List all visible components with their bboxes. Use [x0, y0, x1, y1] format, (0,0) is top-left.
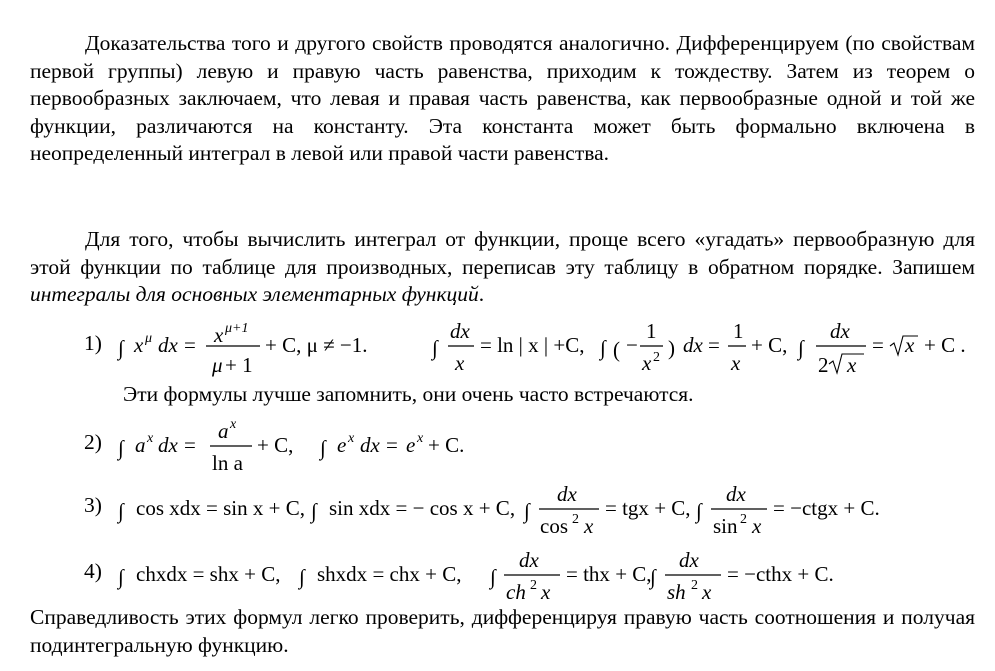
svg-text:x: x — [541, 580, 551, 604]
svg-text:+ C, μ ≠ −1.: + C, μ ≠ −1. — [265, 333, 368, 357]
sec2-formula — [522, 482, 691, 538]
formula-number-2: 2) — [84, 430, 102, 454]
svg-text:x: x — [455, 351, 465, 375]
ch-formula — [116, 562, 280, 590]
svg-text:2: 2 — [818, 353, 829, 377]
svg-text:sh: sh — [667, 580, 686, 604]
svg-text:cos xdx = sin x + C,: cos xdx = sin x + C, — [136, 496, 305, 520]
svg-text:dx: dx — [557, 482, 577, 506]
svg-text:x: x — [584, 514, 594, 538]
cos-formula — [116, 496, 305, 524]
csc2-formula — [694, 482, 880, 538]
svg-text:∫: ∫ — [311, 499, 317, 523]
svg-text:dx: dx — [450, 319, 470, 343]
italic-term: интегралы для основных элементарных функций — [30, 282, 479, 306]
note-text: Эти формулы лучше запомнить, они очень часто встречаются. — [123, 382, 694, 406]
svg-text:x: x — [702, 580, 712, 604]
svg-text:dx: dx — [830, 319, 850, 343]
svg-text:e: e — [337, 433, 347, 457]
inverse-square-formula — [598, 319, 787, 375]
svg-text:2: 2 — [530, 578, 537, 593]
formula-number-1: 1) — [84, 331, 102, 355]
formula-row-2 — [118, 410, 538, 480]
svg-text:∫: ∫ — [299, 565, 305, 589]
svg-text:ch: ch — [506, 580, 526, 604]
csch2-formula — [648, 548, 834, 604]
svg-text:∫: ∫ — [650, 565, 656, 589]
paragraph-proof: Доказательства того и другого свойств проводятся аналогично. Дифференцируем (по свойствам первой группы) левую и правую часть равенства, приходим к тождеству. Затем из теорем о первообразных заключаем, что левая и правая часть равенства, как первообразные одной и той же функции, различаются на константу. Эта константа может быть формально включена в неопределенный интеграл в левой или правой части равенства. — [30, 31, 975, 165]
formula-row-4 — [118, 539, 918, 611]
svg-text:dx: dx — [683, 333, 703, 357]
svg-text:dx: dx — [158, 333, 178, 357]
svg-text:x: x — [642, 351, 652, 375]
svg-text:2: 2 — [572, 512, 579, 527]
svg-text:dx: dx — [679, 548, 699, 572]
svg-text:= −cthx + C.: = −cthx + C. — [727, 562, 834, 586]
formula-number-4: 4) — [84, 559, 102, 583]
svg-text:x: x — [214, 323, 224, 347]
svg-text:+ C.: + C. — [428, 433, 465, 457]
sech2-formula — [488, 548, 652, 604]
formula-number-3: 3) — [84, 493, 102, 517]
svg-text:∫: ∫ — [490, 565, 496, 589]
svg-text:cos: cos — [540, 514, 568, 538]
svg-text:=: = — [184, 333, 196, 357]
svg-text:= ln | x | +C,: = ln | x | +C, — [480, 333, 585, 357]
svg-text:∫: ∫ — [600, 336, 606, 360]
svg-text:x: x — [230, 417, 237, 432]
svg-text:e: e — [406, 433, 416, 457]
svg-text:=: = — [184, 433, 196, 457]
paragraph-intro: Для того, чтобы вычислить интеграл от функции, проще всего «угадать» первообразную для этой функции по таблице для производных, переписав эту таблицу в обратном порядке. Запишем интегралы для основных элементарных функций. — [30, 227, 975, 306]
svg-text:sin: sin — [713, 514, 738, 538]
svg-text:x: x — [417, 431, 424, 446]
svg-text:=: = — [708, 333, 720, 357]
svg-text:μ+1: μ+1 — [225, 321, 249, 336]
svg-text:chxdx = shx + C,: chxdx = shx + C, — [136, 562, 281, 586]
svg-text:= thx + C,: = thx + C, — [566, 562, 652, 586]
sin-formula — [309, 496, 515, 524]
svg-text:a: a — [218, 419, 229, 443]
svg-text:2: 2 — [691, 578, 698, 593]
formula-row-3 — [118, 473, 918, 545]
svg-text:∫: ∫ — [118, 499, 124, 523]
svg-text:+ C,: + C, — [751, 333, 788, 357]
root-rule-formula — [796, 319, 966, 377]
svg-text:x: x — [147, 431, 154, 446]
svg-text:= tgx + C,: = tgx + C, — [605, 496, 691, 520]
svg-text:x: x — [847, 353, 857, 377]
svg-text:1: 1 — [646, 319, 657, 343]
svg-text:= −ctgx + C.: = −ctgx + C. — [773, 496, 880, 520]
svg-text:∫: ∫ — [432, 336, 438, 360]
svg-text:=: = — [872, 333, 884, 357]
svg-text:+ C .: + C . — [924, 333, 966, 357]
svg-text:∫: ∫ — [798, 336, 804, 360]
svg-text:shxdx = chx + C,: shxdx = chx + C, — [317, 562, 462, 586]
svg-text:∫: ∫ — [118, 436, 124, 460]
svg-text:ln a: ln a — [212, 451, 243, 475]
exp-a-formula — [116, 417, 293, 475]
svg-text:+ 1: + 1 — [225, 353, 253, 377]
log-rule-formula — [430, 319, 584, 375]
svg-text:+ C,: + C, — [257, 433, 294, 457]
svg-text:∫: ∫ — [320, 436, 326, 460]
svg-text:dx: dx — [158, 433, 178, 457]
svg-text:=: = — [386, 433, 398, 457]
svg-text:dx: dx — [726, 482, 746, 506]
svg-text:μ: μ — [145, 331, 153, 346]
svg-text:x: x — [752, 514, 762, 538]
formula-row-1 — [118, 310, 988, 382]
svg-text:dx: dx — [360, 433, 380, 457]
svg-text:∫: ∫ — [524, 499, 530, 523]
svg-text:1: 1 — [733, 319, 744, 343]
svg-text:∫: ∫ — [696, 499, 702, 523]
svg-text:): ) — [668, 336, 675, 360]
svg-text:2: 2 — [653, 350, 660, 365]
svg-text:x: x — [134, 333, 144, 357]
paragraph-closing: Справедливость этих формул легко проверить, дифференцируя правую часть соотношения и получая подинтегральную функцию. — [30, 605, 975, 657]
svg-text:dx: dx — [519, 548, 539, 572]
svg-text:sin xdx = − cos x + C,: sin xdx = − cos x + C, — [329, 496, 516, 520]
svg-text:∫: ∫ — [118, 336, 124, 360]
svg-text:a: a — [135, 433, 146, 457]
svg-text:∫: ∫ — [118, 565, 124, 589]
svg-text:x: x — [905, 333, 915, 357]
svg-text:x: x — [731, 351, 741, 375]
svg-text:2: 2 — [740, 512, 747, 527]
svg-text:μ: μ — [212, 353, 223, 377]
svg-text:−: − — [626, 333, 638, 357]
svg-text:x: x — [348, 431, 355, 446]
power-rule-formula — [116, 321, 368, 377]
sh-formula — [297, 562, 461, 590]
exp-e-formula — [318, 431, 464, 461]
svg-text:(: ( — [613, 337, 620, 363]
